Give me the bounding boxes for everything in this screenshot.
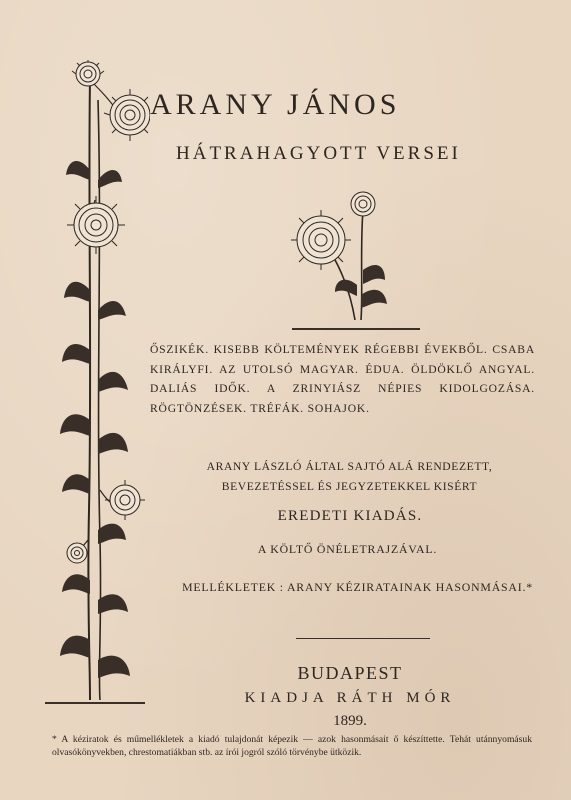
- appendix-line: MELLÉKLETEK : ARANY KÉZIRATAINAK HASONMÁSAI.*: [182, 580, 533, 594]
- footnote: * A kéziratok és műmellékletek a kiadó tulajdonát képezik — azok hasonmásait ő készíttette. Tehát utánnyomásuk olvasókönyvekben, chrestomatiákban stb. az írói jogról szóló törvénybe ütközik.: [52, 734, 532, 758]
- vignette-rule: [292, 328, 420, 330]
- editor-line: ARANY LÁSZLÓ ÁLTAL SAJTÓ ALÁ RENDEZETT, BEVEZETÉSSEL ÉS JEGYZETEKKEL KISÉRT: [206, 460, 493, 493]
- edition-line: EREDETI KIADÁS.: [277, 508, 423, 524]
- floral-border-ornament: [40, 60, 150, 710]
- autobiography-line: A KÖLTŐ ÖNÉLETRAJZÁVAL.: [257, 542, 438, 556]
- divider-rule: [296, 638, 430, 639]
- book-subtitle: HÁTRAHAGYOTT VERSEI: [176, 143, 461, 164]
- publication-year: 1899.: [333, 713, 367, 729]
- ornament-base-rule: [45, 702, 145, 704]
- contents-list: ŐSZIKÉK. KISEBB KÖLTEMÉNYEK RÉGEBBI ÉVEKBŐL. CSABA KIRÁLYFI. AZ UTOLSÓ MAGYAR. ÉDUA. ÖLDÖKLŐ ANGYAL. DALIÁS IDŐK. A ZRINYIÁSZ NÉPIES KIDOLGOZÁSA. RÖGTÖNZÉSEK. TRÉFÁK. SOHAJOK.: [150, 343, 535, 415]
- publication-city: BUDAPEST: [297, 663, 403, 683]
- book-author-title: ARANY JÁNOS: [150, 88, 401, 121]
- center-flower-vignette: [285, 190, 425, 330]
- publisher-line: KIADJA RÁTH MÓR: [244, 690, 456, 706]
